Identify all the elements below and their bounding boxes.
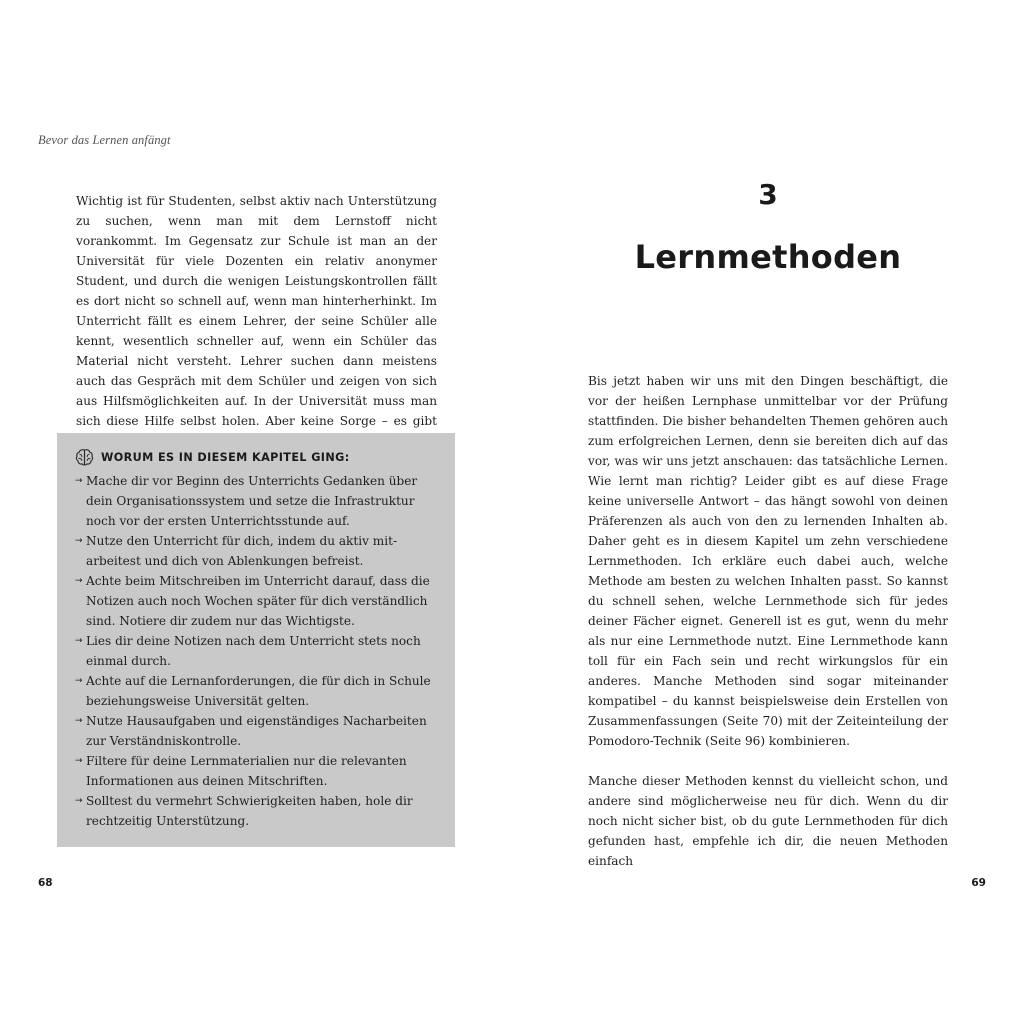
page-number-left: 68 (38, 877, 53, 889)
summary-heading: WORUM ES IN DIESEM KAPITEL GING: (101, 450, 350, 464)
arrow-bullet-icon: → (75, 716, 83, 726)
list-item: → Filtere für deine Lernmaterialien nur die relevanten Informationen aus deinen Mitschriften. (75, 751, 437, 791)
chapter-title: Lernmethoden (634, 238, 902, 276)
brain-icon (75, 448, 94, 467)
arrow-bullet-icon: → (75, 796, 83, 806)
running-head: Bevor das Lernen anfängt (38, 133, 171, 147)
right-paragraph: Bis jetzt haben wir uns mit den Dingen beschäftigt, die vor der heißen Lernphase unmittelbar vor der Prüfung stattfinden. Die bisher behandelten Themen gehören auch zum erfolgreichen Lernen, denn sie bereiten dich auf das vor, was wir uns jetzt anschauen: das tatsächliche Lernen. Wie lernt man richtig? Leider gibt es auf diese Frage keine universelle Antwort – das hängt sowohl von deinen Präferenzen als auch von den zu lernenden Inhalten ab. Daher geht es in diesem Kapitel um zehn verschiedene Lernmethoden. Ich erkläre euch dabei auch, welche Methode am besten zu welchen Inhalten passt. So kannst du schnell sehen, welche Lernmethode sich für jedes deiner Fächer eignet. Generell ist es gut, wenn du mehr als nur eine Lernmethode nutzt. Eine Lernmethode kann toll für ein Fach sein und recht wirkungslos für ein anderes. Manche Methoden sind sogar miteinander kompatibel – du kannst beispielsweise dein Erstellen von Zusammenfassungen (Seite 70) mit der Zeiteinteilung der Pomodoro-Technik (Seite 96) kombinieren. (588, 374, 948, 748)
arrow-bullet-icon: → (75, 636, 83, 646)
summary-heading-row (75, 447, 437, 467)
arrow-bullet-icon: → (75, 476, 83, 486)
list-item: → Nutze Hausaufgaben und eigenständiges Nacharbeiten zur Verständniskontrolle. (75, 711, 437, 751)
list-item: → Solltest du vermehrt Schwierigkeiten haben, hole dir rechtzeitig Unterstützung. (75, 791, 437, 831)
left-paragraph: Wichtig ist für Studenten, selbst aktiv nach Unterstützung zu suchen, wenn man mit dem Lernstoff nicht vorankommt. Im Gegensatz zur Schule ist man an der Universität für viele Dozenten ein relativ anonymer Student, und durch die wenigen Leistungskontrollen fällt es dort nicht so schnell auf, wenn man hinterherhinkt. Im Unterricht fällt es einem Lehrer, der seine Schüler alle kennt, wesentlich schneller auf, wenn ein Schüler das Material nicht versteht. Lehrer suchen dann meistens auch das Gespräch mit dem Schüler und zeigen von sich aus Hilfsmöglichkeiten auf. In der Universität muss man sich diese Hilfe selbst holen. Aber keine Sorge – es gibt (76, 194, 437, 428)
arrow-bullet-icon: → (75, 676, 83, 686)
list-item: → Lies dir deine Notizen nach dem Unterricht stets noch einmal durch. (75, 631, 437, 671)
arrow-bullet-icon: → (75, 756, 83, 766)
list-item: → Achte auf die Lernanforderungen, die für dich in Schule beziehungsweise Universität gelten. (75, 671, 437, 711)
arrow-bullet-icon: → (75, 576, 83, 586)
chapter-summary-box (57, 433, 455, 847)
page-number-right: 69 (971, 877, 986, 889)
list-item: → Achte beim Mitschreiben im Unterricht darauf, dass die Notizen auch noch Wochen später für dich verständlich sind. Notiere dir zudem nur das Wichtigste. (75, 571, 437, 631)
right-paragraph: Manche dieser Methoden kennst du vielleicht schon, und andere sind möglicherweise neu für dich. Wenn du dir noch nicht sicher bist, ob du gute Lernmethoden für dich gefunden hast, empfehle ich dir, die neuen Methoden einfach (588, 774, 948, 868)
arrow-bullet-icon: → (75, 536, 83, 546)
left-page-body (76, 191, 437, 451)
list-item: → Nutze den Unterricht für dich, indem du aktiv mitarbeitest und dich von Ablenkungen befreist. (75, 531, 437, 571)
right-page-body (588, 371, 948, 871)
summary-list (75, 471, 437, 831)
list-item: → Mache dir vor Beginn des Unterrichts Gedanken über dein Organisationssystem und setze die Infrastruktur noch vor der ersten Unterrichtsstunde auf. (75, 471, 437, 531)
chapter-number: 3 (758, 178, 778, 211)
